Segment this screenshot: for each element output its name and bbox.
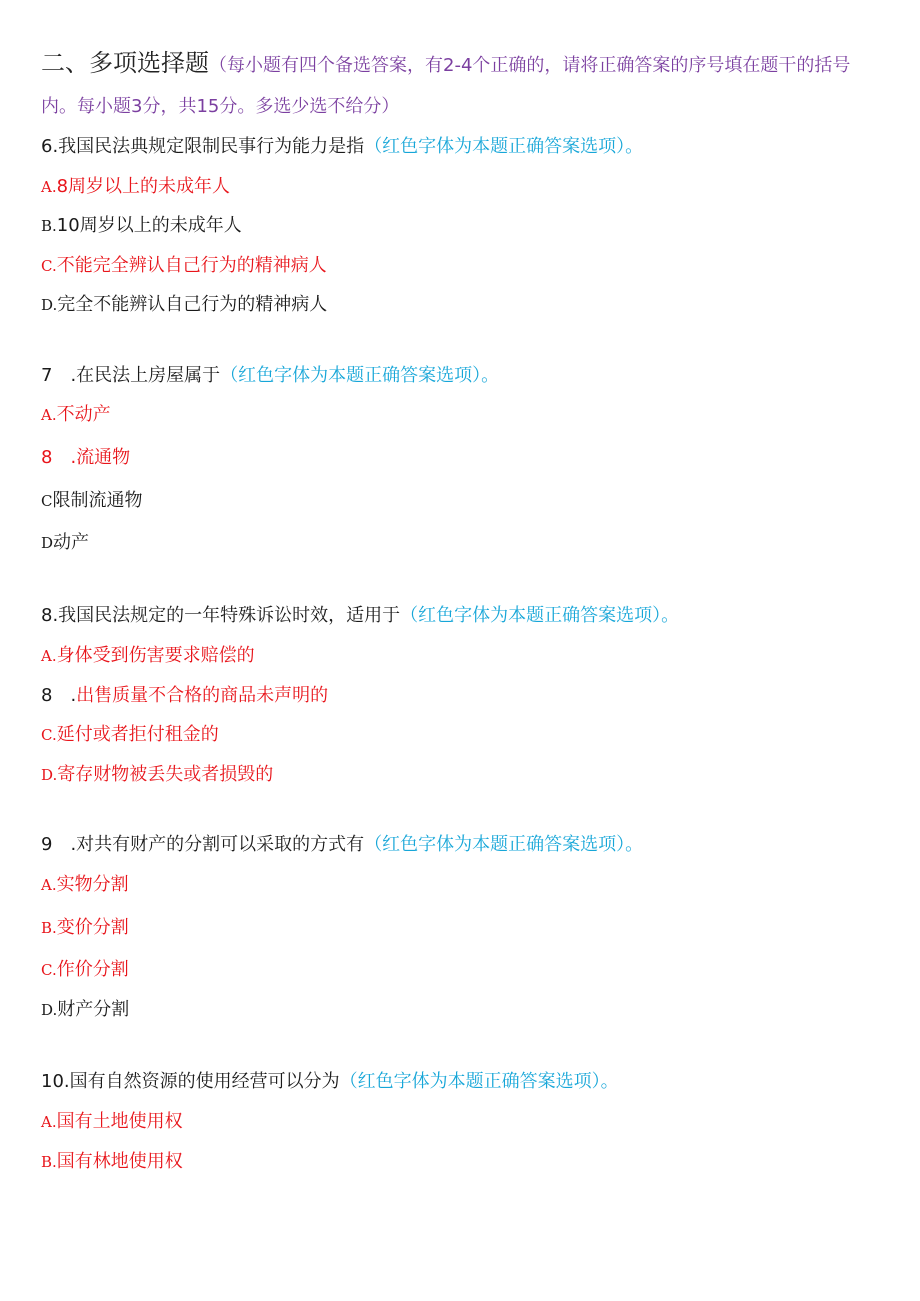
option: B.变价分割 bbox=[41, 917, 129, 938]
option: A.国有土地使用权 bbox=[41, 1111, 183, 1132]
section-instruction-2: 内。每小题3分，共15分。多选少选不给分） bbox=[41, 96, 400, 117]
question-stem: 7 .在民法上房屋属于 bbox=[41, 365, 221, 386]
option: 8 .出售质量不合格的商品未声明的 bbox=[41, 685, 329, 706]
question-7 bbox=[41, 364, 499, 388]
answer-hint: （红色字体为本题正确答案选项）。 bbox=[220, 365, 500, 386]
section-header bbox=[41, 48, 850, 78]
question-stem: 9 .对共有财产的分割可以采取的方式有 bbox=[41, 834, 365, 855]
answer-hint: （红色字体为本题正确答案选项）。 bbox=[339, 1071, 619, 1092]
question-10 bbox=[41, 1070, 619, 1094]
option: C.不能完全辨认自己行为的精神病人 bbox=[41, 255, 327, 276]
question-stem: 6.我国民法典规定限制民事行为能力是指 bbox=[41, 136, 365, 157]
question-stem: 10.国有自然资源的使用经营可以分为 bbox=[41, 1071, 340, 1092]
option: A.不动产 bbox=[41, 404, 111, 425]
section-title: 二、多项选择题 bbox=[41, 49, 209, 77]
option: A.身体受到伤害要求赔偿的 bbox=[41, 645, 255, 666]
question-stem: 8.我国民法规定的一年特殊诉讼时效，适用于 bbox=[41, 605, 401, 626]
question-9 bbox=[41, 833, 643, 857]
option: B.国有林地使用权 bbox=[41, 1151, 183, 1172]
option: A.8周岁以上的未成年人 bbox=[41, 176, 231, 197]
option: D.寄存财物被丢失或者损毁的 bbox=[41, 764, 274, 785]
option: 8 .流通物 bbox=[41, 447, 131, 468]
option: C.延付或者拒付租金的 bbox=[41, 724, 219, 745]
answer-hint: （红色字体为本题正确答案选项）。 bbox=[364, 136, 644, 157]
option: A.实物分割 bbox=[41, 874, 129, 895]
option: D动产 bbox=[41, 532, 90, 553]
option: D.完全不能辨认自己行为的精神病人 bbox=[41, 294, 328, 315]
question-8 bbox=[41, 604, 679, 628]
question-6 bbox=[41, 135, 643, 159]
option: C限制流通物 bbox=[41, 490, 143, 511]
answer-hint: （红色字体为本题正确答案选项）。 bbox=[364, 834, 644, 855]
option: B.10周岁以上的未成年人 bbox=[41, 215, 242, 236]
option: D.财产分割 bbox=[41, 999, 130, 1020]
option: C.作价分割 bbox=[41, 959, 129, 980]
section-instruction-1: （每小题有四个备选答案，有2-4个正确的，请将正确答案的序号填在题干的括号 bbox=[209, 55, 851, 76]
answer-hint: （红色字体为本题正确答案选项）。 bbox=[400, 605, 680, 626]
